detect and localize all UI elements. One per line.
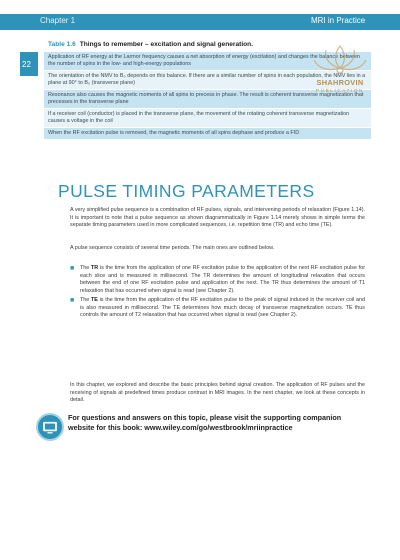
bullet-prefix: The	[80, 297, 91, 303]
header-chapter-label: Chapter 1	[40, 16, 76, 25]
bullet-term: TR	[91, 265, 99, 271]
table-row: If a receiver coil (conductor) is placed in the transverse plane, the movement of the rotating coherent transverse magnetization causes a voltage in the coil	[44, 109, 371, 128]
header-book-title: MRI in Practice	[311, 16, 366, 25]
watermark-sub: PUBLICATION	[316, 88, 364, 93]
companion-website-icon	[36, 413, 64, 441]
list-item	[70, 265, 365, 295]
table-caption	[48, 41, 253, 48]
table-caption-text: Things to remember – excitation and signal generation.	[79, 41, 254, 48]
table-row: Resonance also causes the magnetic moments of all spins to precess in phase. The result is coherent transverse magnetization that precesses in the transverse plane	[44, 90, 371, 109]
table-row: Application of RF energy at the Larmor frequency causes a net absorption of energy (excitation) and changes the balance between the number of spins in the low- and high-energy populations	[44, 52, 371, 71]
table-row: When the RF excitation pulse is removed, the magnetic moments of all spins dephase and produce a FID	[44, 128, 371, 140]
bullet-term: TE	[91, 297, 98, 303]
body-paragraph: A pulse sequence consists of several time periods. The main ones are outlined below.	[70, 245, 275, 251]
bullet-icon: ■	[70, 297, 75, 304]
page-number: 22	[22, 60, 31, 69]
companion-website-note: For questions and answers on this topic, please visit the supporting companion website for this book: www.wiley.com/go/westbrook/mriinpractice	[68, 413, 342, 432]
body-paragraph: A very simplified pulse sequence is a combination of RF pulses, signals, and intervening periods of relaxation (Figure 1.14). It is important to note that a pulse sequence as shown diagrammatically in Figure 1.14 merely shows in simple terms the separate timing parameters used in more complicated sequences, i.e. repetition time (TR) and echo time (TE).	[70, 207, 365, 228]
body-paragraph: In this chapter, we explored and describe the basic principles behind signal creation. The application of RF pulses and the receiving of signals at predefined times produce contrast in MRI images. In the next chapter, we look at these concepts in detail.	[70, 382, 365, 403]
bullet-prefix: The	[80, 265, 91, 271]
table-label: Table 1.6	[48, 41, 76, 48]
watermark-brand: SHAHROVIN	[316, 78, 364, 87]
bullet-list	[70, 265, 365, 322]
bullet-text: is the time from the application of one RF excitation pulse to the application of the next RF excitation pulse for each slice and is measured in millisecond. The TR determines the amount of longitudinal relaxation that occurs between the end of one RF excitation pulse and application of the next. The TR thus determines the amount of T1 relaxation that has occurred when signal is read (see Chapter 2).	[80, 265, 365, 294]
table-row: The orientation of the NMV to B₀ depends on this balance. If there are a similar number of spins in each population, the NMV lies in a plane at 90° to B₀ (transverse plane)	[44, 71, 371, 90]
bullet-icon: ■	[70, 265, 75, 272]
section-heading: PULSE TIMING PARAMETERS	[58, 181, 315, 201]
bullet-text: is the time from the application of the RF excitation pulse to the peak of signal induced in the receiver coil and is also measured in millisecond. The TE determines how much decay of transverse magnetization occurs. TE thus controls the amount of T2 relaxation that has occurred when signal is read (see Chapter 2).	[80, 297, 365, 318]
list-item	[70, 297, 365, 320]
